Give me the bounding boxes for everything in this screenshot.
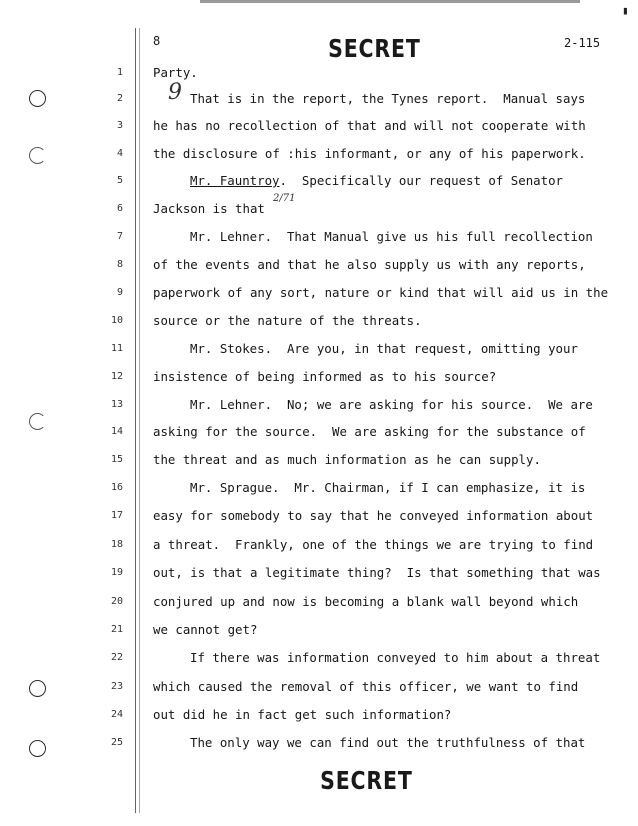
binder-hole-icon: [29, 90, 46, 107]
binder-hole-icon: [29, 413, 46, 430]
classification-stamp-top: SECRET: [328, 34, 421, 63]
transcript-line: Mr. Lehner. No; we are asking for his source. We are: [190, 397, 593, 412]
transcript-line: a threat. Frankly, one of the things we are trying to find: [153, 537, 594, 552]
transcript-line: Mr. Stokes. Are you, in that request, omitting your: [190, 341, 578, 356]
line-number: 16: [110, 482, 123, 493]
binder-hole-icon: [29, 740, 46, 757]
transcript-line: paperwork of any sort, nature or kind that will aid us in the: [153, 285, 609, 300]
transcript-line: Jackson is that: [153, 201, 265, 216]
document-id: 2-115: [564, 36, 601, 50]
line-number: 4: [116, 148, 123, 159]
line-text: . Specifically our request of Senator: [279, 173, 564, 188]
binder-hole-icon: [29, 147, 46, 164]
top-scan-artifact: [200, 0, 580, 3]
transcript-line: If there was information conveyed to him about a threat: [190, 650, 601, 665]
transcript-line: Mr. Sprague. Mr. Chairman, if I can emphasize, it is: [190, 480, 586, 495]
line-number: 14: [110, 426, 123, 437]
transcript-line: easy for somebody to say that he conveyed information about: [153, 508, 594, 523]
transcript-line: he has no recollection of that and will not cooperate with: [153, 118, 586, 133]
corner-scan-mark: ▮: [622, 4, 629, 17]
transcript-line: Party.: [153, 65, 198, 80]
page-number: 8: [153, 34, 161, 48]
transcript-line: asking for the source. We are asking for the substance of: [153, 424, 586, 439]
transcript-line: out did he in fact get such information?: [153, 707, 452, 722]
line-number: 9: [116, 287, 123, 298]
transcript-line: That is in the report, the Tynes report. Manual says: [190, 91, 586, 106]
line-number: 3: [116, 120, 123, 131]
line-number: 15: [110, 454, 123, 465]
line-number: 21: [110, 624, 123, 635]
margin-rule: [139, 28, 140, 813]
line-number: 17: [110, 510, 123, 521]
transcript-line: of the events and that he also supply us with any reports,: [153, 257, 586, 272]
line-number: 25: [110, 737, 123, 748]
transcript-line: the disclosure of :his informant, or any of his paperwork.: [153, 146, 586, 161]
line-number: 8: [116, 259, 123, 270]
handwritten-fraction: 2/71: [273, 193, 296, 204]
line-number: 1: [116, 67, 123, 78]
transcript-line: the threat and as much information as he can supply.: [153, 452, 541, 467]
margin-rule: [135, 28, 136, 813]
speaker-name: Mr. Fauntroy: [190, 173, 280, 188]
transcript-line: [153, 173, 563, 188]
classification-stamp-bottom: SECRET: [320, 766, 413, 795]
line-number: 11: [110, 343, 123, 354]
line-number: 24: [110, 709, 123, 720]
binder-hole-icon: [29, 680, 46, 697]
transcript-line: which caused the removal of this officer, we want to find: [153, 679, 579, 694]
line-number: 23: [110, 681, 123, 692]
line-number: 7: [116, 231, 123, 242]
line-number: 12: [110, 371, 123, 382]
transcript-line: out, is that a legitimate thing? Is that something that was: [153, 565, 601, 580]
line-number: 13: [110, 399, 123, 410]
transcript-line: insistence of being informed as to his source?: [153, 369, 497, 384]
line-number: 18: [110, 539, 123, 550]
line-number: 22: [110, 652, 123, 663]
line-number: 19: [110, 567, 123, 578]
line-number: 20: [110, 596, 123, 607]
handwritten-paragraph-mark: 9: [168, 80, 182, 105]
line-number: 10: [110, 315, 123, 326]
line-number: 5: [116, 175, 123, 186]
transcript-line: we cannot get?: [153, 622, 258, 637]
transcript-line: Mr. Lehner. That Manual give us his full recollection: [190, 229, 593, 244]
transcript-line: conjured up and now is becoming a blank wall beyond which: [153, 594, 579, 609]
line-number: 2: [116, 93, 123, 104]
transcript-line: source or the nature of the threats.: [153, 313, 422, 328]
transcript-line: The only way we can find out the truthfulness of that: [190, 735, 586, 750]
line-number: 6: [116, 203, 123, 214]
